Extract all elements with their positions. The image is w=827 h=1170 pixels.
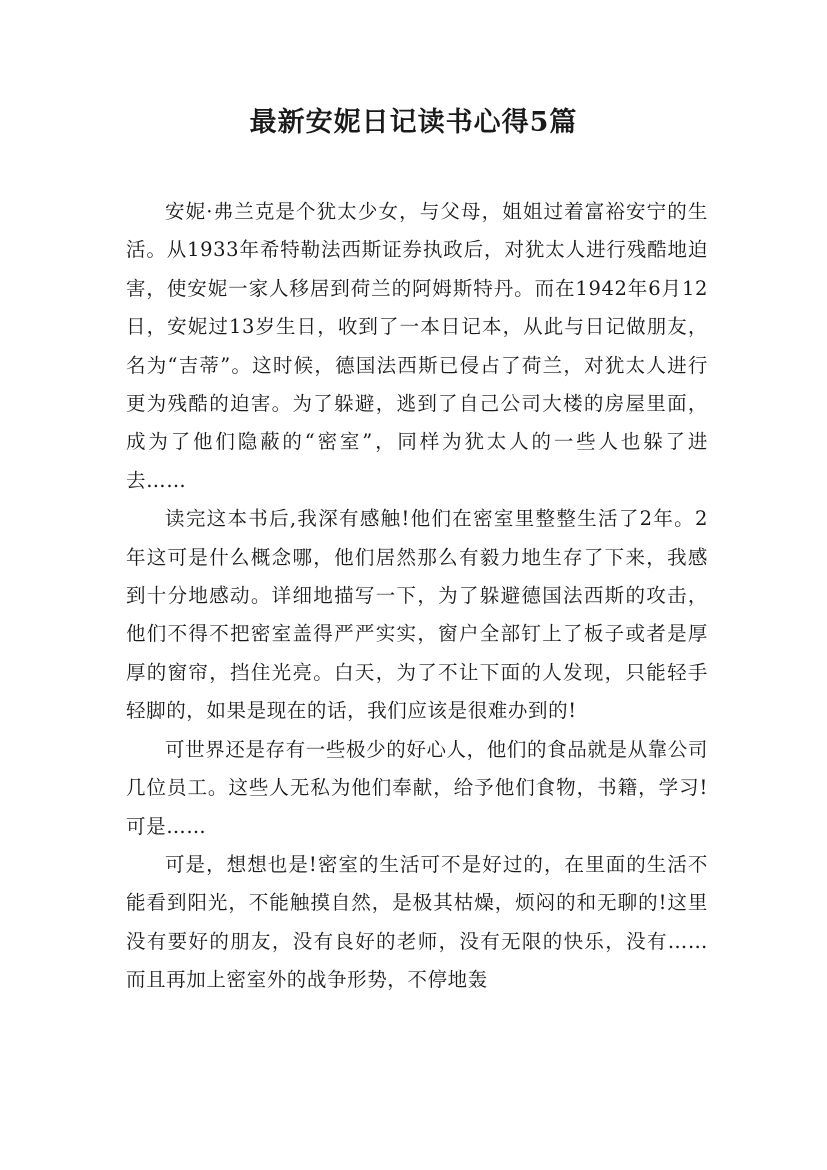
document-title: 最新安妮日记读书心得5篇 xyxy=(249,107,578,138)
paragraph: 可世界还是存有一些极少的好心人，他们的食品就是从靠公司几位员工。这些人无私为他们奉献，给予他们食物，书籍，学习!可是…… xyxy=(126,737,708,838)
paragraph: 可是，想想也是!密室的生活可不是好过的，在里面的生活不能看到阳光，不能触摸自然，是极其枯燥，烦闷的和无聊的!这里没有要好的朋友，没有良好的老师，没有无限的快乐，没有……而且再加上密室外的战争形势，不停地轰 xyxy=(126,852,708,992)
paragraph: 读完这本书后,我深有感触!他们在密室里整整生活了2年。2年这可是什么概念哪，他们居然那么有毅力地生存了下来，我感到十分地感动。详细地描写一下，为了躲避德国法西斯的攻击，他们不得不把密室盖得严严实实，窗户全部钉上了板子或者是厚厚的窗帘，挡住光亮。白天，为了不让下面的人发现，只能轻手轻脚的，如果是现在的话，我们应该是很难办到的! xyxy=(126,507,708,723)
paragraph: 安妮·弗兰克是个犹太少女，与父母，姐姐过着富裕安宁的生活。从1933年希特勒法西斯证券执政后，对犹太人进行残酷地迫害，使安妮一家人移居到荷兰的阿姆斯特丹。而在1942年6月12日，安妮过13岁生日，收到了一本日记本，从此与日记做朋友，名为“吉蒂”。这时候，德国法西斯已侵占了荷兰，对犹太人进行更为残酷的迫害。为了躲避，逃到了自己公司大楼的房屋里面，成为了他们隐蔽的“密室”，同样为犹太人的一些人也躲了进去…… xyxy=(126,200,708,492)
document-body xyxy=(126,193,708,1000)
